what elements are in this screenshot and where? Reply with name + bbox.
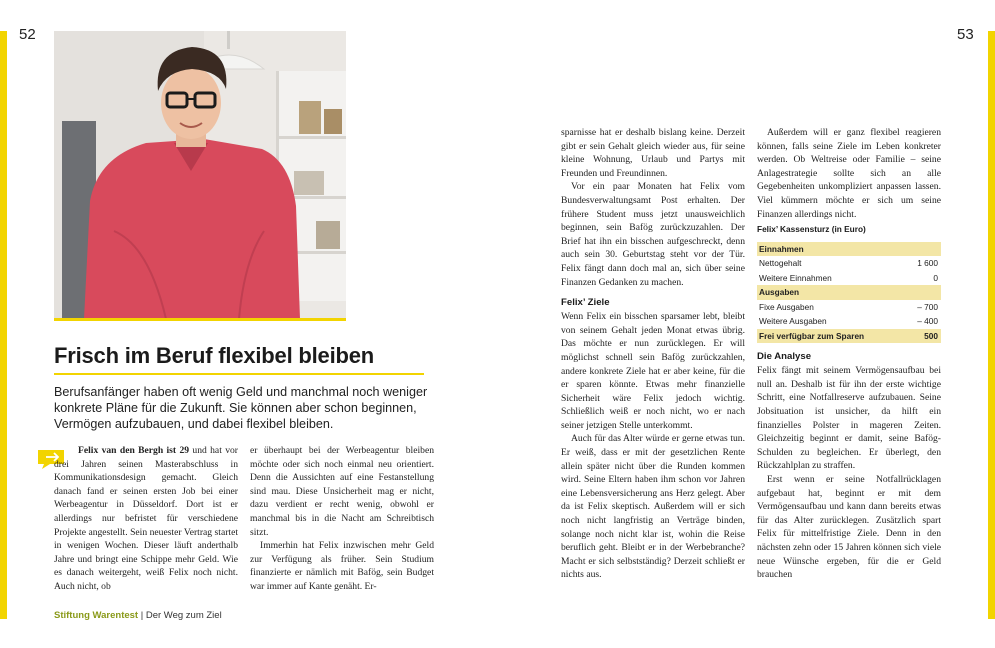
column-2-paragraph: er überhaupt bei der Werbeagentur bleiben möchte oder sich noch einmal neu orientiert. Denn die Aussichten auf eine Festanstellung sind mau. Diese Unsicherheit mag er nicht, dazu verdient er recht wenig, obwohl er manchmal bis in die Nacht am Schreibtisch sitzt. (250, 445, 434, 538)
column-1 (54, 444, 238, 594)
page-number-left: 52 (19, 26, 36, 43)
page-number-right: 53 (957, 26, 974, 43)
column-2 (250, 444, 434, 594)
section-heading-analyse: Die Analyse (757, 351, 812, 363)
table-row: Weitere Einnahmen 0 (759, 272, 938, 283)
table-total-row: Frei verfügbar zum Sparen 500 (757, 329, 941, 344)
table-row: Ausgaben (757, 285, 941, 300)
column-3-paragraph: Wenn Felix ein bisschen sparsamer lebt, bleibt von seinem Gehalt jeden Monat etwas übrig. Das möchte er nun zurücklegen. Er will möglichst schnell sein Bafög zurückzahlen, andere konkrete Ziele hat er aber keine, für die er sparen könnte. Etwas mehr finanzielle Sicherheit wäre Felix jedoch wichtig. Schließlich weiß er noch nicht, wo er nach seiner jetzigen Stelle unterkommt. (561, 311, 745, 431)
table-row: Einnahmen (757, 242, 941, 257)
article-headline: Frisch im Beruf flexibel bleiben (54, 343, 375, 368)
column-2-paragraph: Immerhin hat Felix inzwischen mehr Geld zur Verfügung als früher. Sein Studium finanzierte er nämlich mit Bafög, sein Budget war immer auf Kante genäht. Er- (250, 540, 434, 592)
table-row: Weitere Ausgaben – 400 (759, 316, 938, 327)
lead-in: Felix van den Bergh ist 29 (78, 445, 190, 456)
right-edge-bar (988, 31, 995, 619)
portrait-photo (54, 31, 346, 319)
left-edge-bar (0, 31, 7, 619)
table-row: Fixe Ausgaben – 700 (759, 301, 938, 312)
column-4 (757, 126, 941, 582)
table-title: Felix’ Kassensturz (in Euro) (757, 224, 866, 235)
photo-underline (54, 318, 346, 321)
column-3-paragraph: Auch für das Alter würde er gerne etwas tun. Er weiß, dass er mit der gesetzlichen Rente allein später nicht über die Runden kommen wird. Seine Eltern haben ihm schon vor Jahren eine Lebensversicherung ans Herz gelegt. Aber da ist Felix skeptisch. Außerdem will er sich noch nicht langfristig an Verträge binden, solange noch nicht klar ist, wohin die Reise beruflich geht. Bleibt er in der Werbebranche? Macht er sich selbstständig? Derzeit schließt er nichts aus. (561, 433, 745, 581)
page-footer (54, 610, 222, 621)
column-3-paragraph: sparnisse hat er deshalb bislang keine. Derzeit gibt er sein Gehalt gleich wieder aus, für seine kleine Wohnung, Urlaub und Partys mit Freunden und Freundinnen. (561, 127, 745, 179)
footer-separator: | (138, 610, 146, 621)
footer-title: Der Weg zum Ziel (145, 610, 222, 621)
table-row: Nettogehalt 1 600 (759, 258, 938, 269)
headline-underline (54, 373, 424, 375)
column-4-paragraph: Erst wenn er seine Notfallrücklagen aufgebaut hat, beginnt er mit dem Vermögensaufbau und kann dann bereits etwas für das Alter zurücklegen. Zusätzlich spart Felix für mittelfristige Ziele. Denn in den nächsten zehn oder 15 Jahren können sich viele neue Wünsche ergeben, für die er Geld brauchen (757, 474, 941, 581)
column-4-paragraph: Außerdem will er ganz flexibel reagieren können, falls seine Ziele im Leben konkreter werden. Ob Weltreise oder Familie – seine Anlagestrategie sollte sich an alle Gegebenheiten unkompliziert anpassen lassen. Viel kümmern möchte er sich um seine Finanzen allerdings nicht. (757, 127, 941, 220)
footer-brand: Stiftung Warentest (54, 610, 139, 621)
kassensturz-table (757, 223, 941, 343)
section-heading-ziele: Felix’ Ziele (561, 297, 610, 309)
column-4-paragraph: Felix fängt mit seinem Vermögensaufbau bei null an. Deshalb ist für ihn der erste wichtige Schritt, eine Notfallreserve aufzubauen. Seine Jobsituation ist unsicher, da hilft ein finanzielles Polster in mageren Zeiten. Gleichzeitig beginnt er damit, seine Bafög-Schulden zu begleichen. Er überlegt, den Rückzahlplan zu straffen. (757, 365, 941, 472)
column-3-paragraph: Vor ein paar Monaten hat Felix vom Bundesverwaltungsamt Post erhalten. Der frühere Student muss jetzt unausweichlich beginnen, sein Bafög zurückzuzahlen. Der Brief hat ihn ein bisschen aufgeschreckt, denn auch sein 30. Geburtstag steht vor der Tür. Felix fängt dann doch mal an, sich über seine Finanzen Gedanken zu machen. (561, 181, 745, 288)
column-1-text: und hat vor drei Jahren seinen Masterabschluss in Kommunikationsdesign gemacht. Gleich danach fand er seinen ersten Job bei einer Werbeagentur in Düsseldorf. Dort ist er allerdings nur befristet für verschiedene Projekte angestellt. Sein neuester Vertrag startet in wenigen Wochen. Dieser läuft anderthalb Jahre und bringt eine Schippe mehr Geld. Wie es danach weitergeht, weiß Felix noch nicht. Auch nicht, ob (54, 445, 238, 592)
intro-text: Berufsanfänger haben oft wenig Geld und manchmal noch weniger konkrete Pläne für die Zukunft. Sie können aber schon beginnen, Vermögen aufzubauen, und dabei flexibel bleiben. (54, 385, 428, 431)
column-3 (561, 126, 745, 582)
